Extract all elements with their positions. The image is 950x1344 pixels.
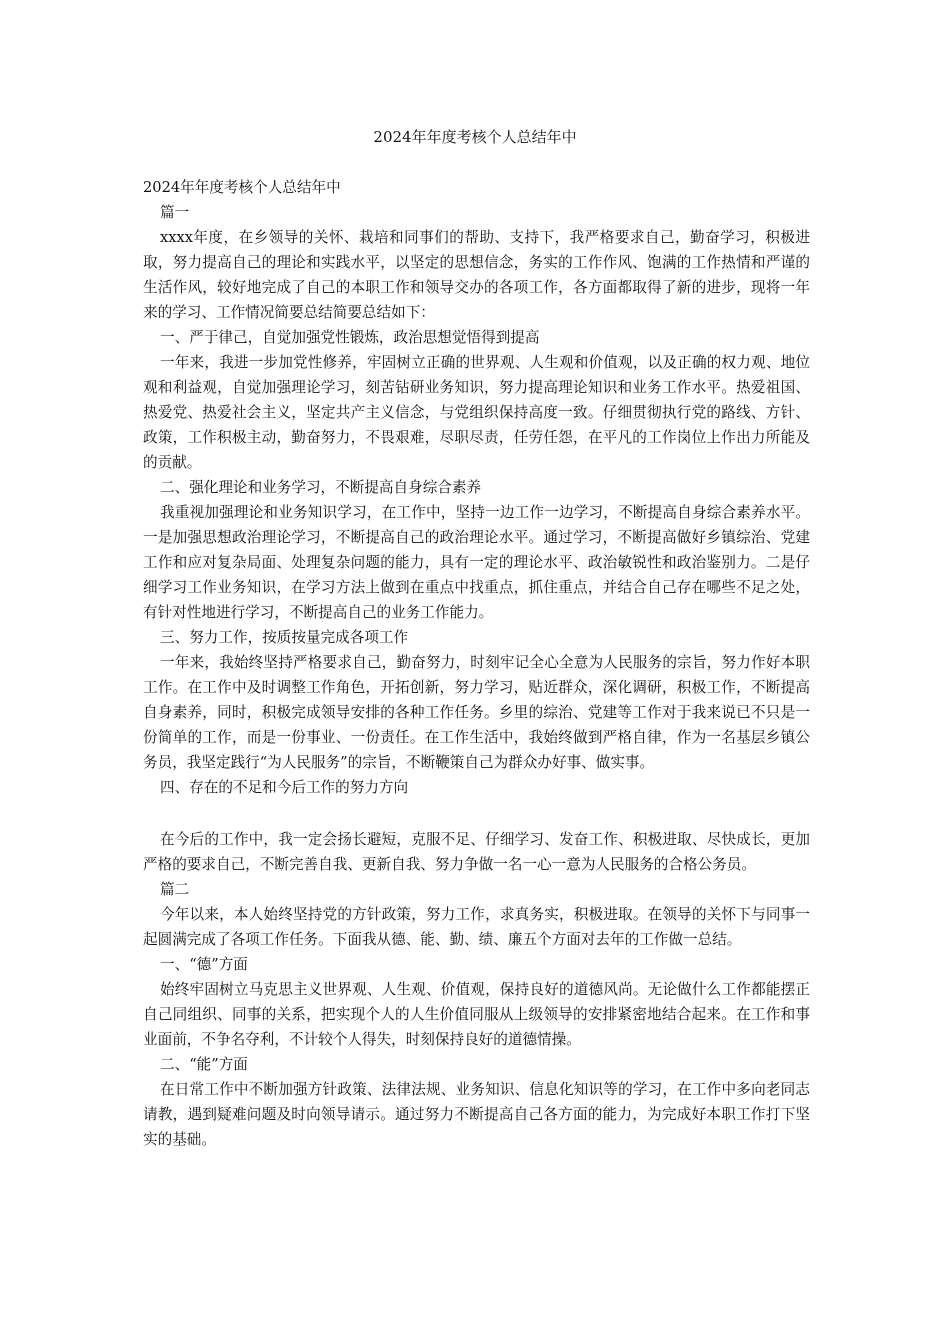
section-heading-2: 二、强化理论和业务学习，不断提高自身综合素养 bbox=[160, 479, 482, 496]
paragraph-5: 在今后的工作中，我一定会扬长避短，克服不足、仔细学习、发奋工作、积极进取、尽快成长，更加严格的要求自己，不断完善自我、更新自我、努力争做一名一心一意为人民服务的合格公务员。 bbox=[143, 831, 810, 873]
section-heading-6: 二、“能”方面 bbox=[160, 1056, 248, 1073]
paragraph-8: 在日常工作中不断加强方针政策、法律法规、业务知识、信息化知识等的学习，在工作中多向老同志请教，遇到疑难问题及时向领导请示。通过努力不断提高自己各方面的能力，为完成好本职工作打下坚实的基础。 bbox=[143, 1081, 810, 1148]
paragraph-4: 一年来，我始终坚持严格要求自己，勤奋努力，时刻牢记全心全意为人民服务的宗旨，努力作好本职工作。在工作中及时调整工作角色，开拓创新，努力学习，贴近群众，深化调研，积极工作，不断提高自身素养，同时，积极完成领导安排的各种工作任务。乡里的综治、党建等工作对于我来说已不只是一份简单的工作，而是一份事业、一份责任。在工作生活中，我始终做到严格自律，作为一名基层乡镇公务员，我坚定践行“为人民服务”的宗旨，不断鞭策自己为群众办好事、做实事。 bbox=[143, 654, 810, 771]
paragraph-7: 始终牢固树立马克思主义世界观、人生观、价值观，保持良好的道德风尚。无论做什么工作都能摆正自己同组织、同事的关系，把实现个人的人生价值同服从上级领导的安排紧密地结合起来。在工作和事业面前，不争名夺利，不计较个人得失，时刻保持良好的道德情操。 bbox=[143, 981, 810, 1048]
section-heading-5: 一、“德”方面 bbox=[160, 956, 248, 973]
document-subtitle: 2024年年度考核个人总结年中 bbox=[143, 179, 341, 196]
section-heading-1: 一、严于律己，自觉加强党性锻炼，政治思想觉悟得到提高 bbox=[160, 329, 540, 346]
section-heading-3: 三、努力工作，按质按量完成各项工作 bbox=[160, 629, 409, 646]
paragraph-3: 我重视加强理论和业务知识学习，在工作中，坚持一边工作一边学习，不断提高自身综合素养水平。一是加强思想政治理论学习，不断提高自己的政治理论水平。通过学习，不断提高做好乡镇综治、党建工作和应对复杂局面、处理复杂问题的能力，具有一定的理论水平、政治敏锐性和政治鉴别力。二是仔细学习工作业务知识，在学习方法上做到在重点中找重点，抓住重点，并结合自己存在哪些不足之处，有针对性地进行学习，不断提高自己的业务工作能力。 bbox=[143, 504, 810, 621]
part-label-1: 篇一 bbox=[160, 204, 190, 221]
section-heading-4: 四、存在的不足和今后工作的努力方向 bbox=[160, 779, 409, 796]
document-title: 2024年年度考核个人总结年中 bbox=[373, 128, 577, 146]
document-body bbox=[143, 175, 810, 1152]
spacer bbox=[143, 800, 810, 827]
paragraph-2: 一年来，我进一步加党性修养，牢固树立正确的世界观、人生观和价值观，以及正确的权力观、地位观和利益观，自觉加强理论学习，刻苦钻研业务知识，努力提高理论知识和业务工作水平。热爱祖国、热爱党、热爱社会主义，坚定共产主义信念，与党组织保持高度一致。仔细贯彻执行党的路线、方针、政策，工作积极主动，勤奋努力，不畏艰难，尽职尽责，任劳任怨，在平凡的工作岗位上作出力所能及的贡献。 bbox=[143, 354, 810, 471]
paragraph-6: 今年以来，本人始终坚持党的方针政策，努力工作，求真务实，积极进取。在领导的关怀下与同事一起圆满完成了各项工作任务。下面我从德、能、勤、绩、廉五个方面对去年的工作做一总结。 bbox=[143, 906, 810, 948]
paragraph-1: xxxx年度，在乡领导的关怀、栽培和同事们的帮助、支持下，我严格要求自己，勤奋学习，积极进取，努力提高自己的理论和实践水平，以坚定的思想信念，务实的工作作风、饱满的工作热情和严谨的生活作风，较好地完成了自己的本职工作和领导交办的各项工作，各方面都取得了新的进步，现将一年来的学习、工作情况简要总结简要总结如下： bbox=[143, 229, 810, 321]
part-label-2: 篇二 bbox=[160, 881, 190, 898]
